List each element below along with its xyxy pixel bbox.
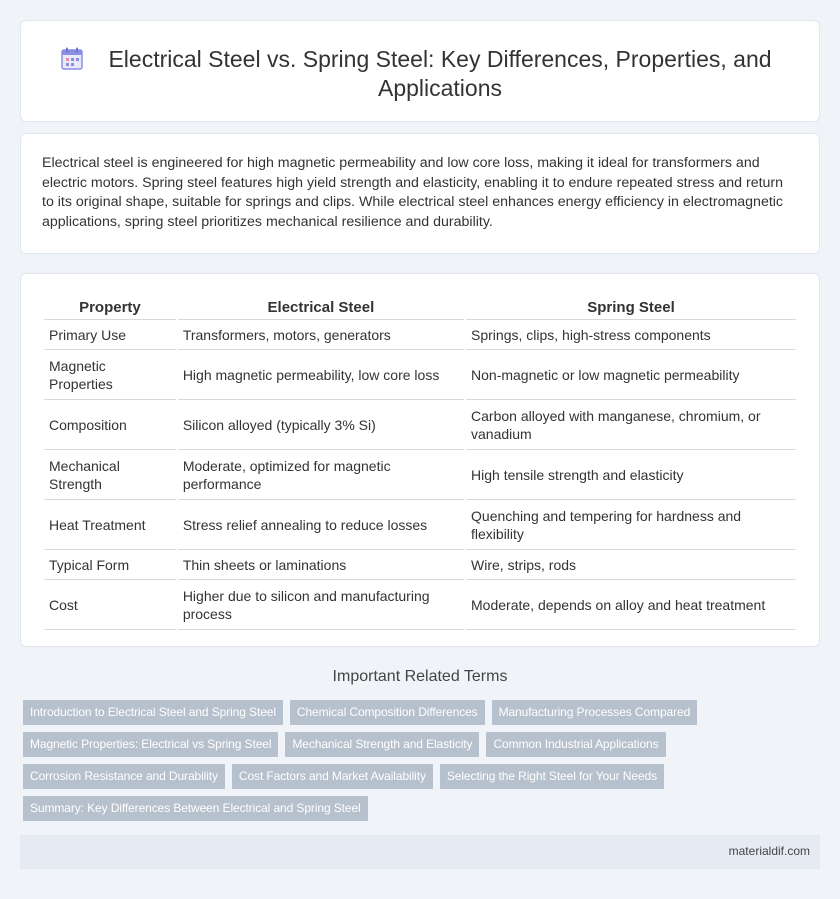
related-term-link[interactable]: Manufacturing Processes Compared: [492, 700, 698, 725]
related-term-link[interactable]: Mechanical Strength and Elasticity: [285, 732, 479, 757]
table-cell: High tensile strength and elasticity: [466, 450, 796, 500]
site-name[interactable]: materialdif.com: [728, 844, 810, 858]
intro-paragraph: Electrical steel is engineered for high magnetic permeability and low core loss, making it ideal for transformers and electric motors. Spring steel features high yield strength and elasticity, enabling it to endure repeated stress and return to its original shape, suitable for springs and clips. While electrical steel enhances energy efficiency in electromagnetic applications, spring steel prioritizes mechanical resilience and durability.: [42, 155, 784, 230]
table-cell: Typical Form: [44, 550, 176, 580]
comparison-table: [42, 296, 798, 630]
related-terms-title: Important Related Terms: [332, 668, 508, 685]
table-cell: Transformers, motors, generators: [178, 320, 464, 350]
table-cell: Quenching and tempering for hardness and flexibility: [466, 500, 796, 550]
intro-card: [20, 133, 820, 254]
table-row: [44, 580, 796, 630]
table-cell: Cost: [44, 580, 176, 630]
table-cell: Wire, strips, rods: [466, 550, 796, 580]
related-term-link[interactable]: Chemical Composition Differences: [290, 700, 485, 725]
table-cell: Springs, clips, high-stress components: [466, 320, 796, 350]
related-term-link[interactable]: Magnetic Properties: Electrical vs Spring Steel: [23, 732, 278, 757]
table-cell: Magnetic Properties: [44, 350, 176, 400]
related-term-link[interactable]: Summary: Key Differences Between Electrical and Spring Steel: [23, 796, 368, 821]
column-header: Property: [44, 296, 176, 320]
table-cell: Mechanical Strength: [44, 450, 176, 500]
table-row: [44, 350, 796, 400]
related-term-link[interactable]: Selecting the Right Steel for Your Needs: [440, 764, 664, 789]
table-row: [44, 550, 796, 580]
table-header-row: [44, 296, 796, 320]
footer: [20, 835, 820, 869]
table-row: [44, 500, 796, 550]
column-header: Spring Steel: [466, 296, 796, 320]
table-cell: Higher due to silicon and manufacturing process: [178, 580, 464, 630]
table-row: [44, 320, 796, 350]
table-cell: High magnetic permeability, low core loss: [178, 350, 464, 400]
table-cell: Silicon alloyed (typically 3% Si): [178, 400, 464, 450]
table-cell: Composition: [44, 400, 176, 450]
related-term-link[interactable]: Cost Factors and Market Availability: [232, 764, 433, 789]
table-cell: Moderate, depends on alloy and heat treatment: [466, 580, 796, 630]
table-cell: Primary Use: [44, 320, 176, 350]
table-cell: Thin sheets or laminations: [178, 550, 464, 580]
table-card: [20, 273, 820, 647]
related-term-link[interactable]: Introduction to Electrical Steel and Spring Steel: [23, 700, 283, 725]
table-row: [44, 400, 796, 450]
table-cell: Moderate, optimized for magnetic performance: [178, 450, 464, 500]
page-title: Electrical Steel vs. Spring Steel: Key Differences, Properties, and Applications: [108, 46, 772, 101]
column-header: Electrical Steel: [178, 296, 464, 320]
related-term-link[interactable]: Common Industrial Applications: [486, 732, 665, 757]
table-cell: Carbon alloyed with manganese, chromium, or vanadium: [466, 400, 796, 450]
header-card: [20, 20, 820, 122]
table-cell: Non-magnetic or low magnetic permeability: [466, 350, 796, 400]
related-terms-list: [23, 700, 723, 828]
table-row: [44, 450, 796, 500]
related-term-link[interactable]: Corrosion Resistance and Durability: [23, 764, 225, 789]
table-cell: Stress relief annealing to reduce losses: [178, 500, 464, 550]
table-cell: Heat Treatment: [44, 500, 176, 550]
